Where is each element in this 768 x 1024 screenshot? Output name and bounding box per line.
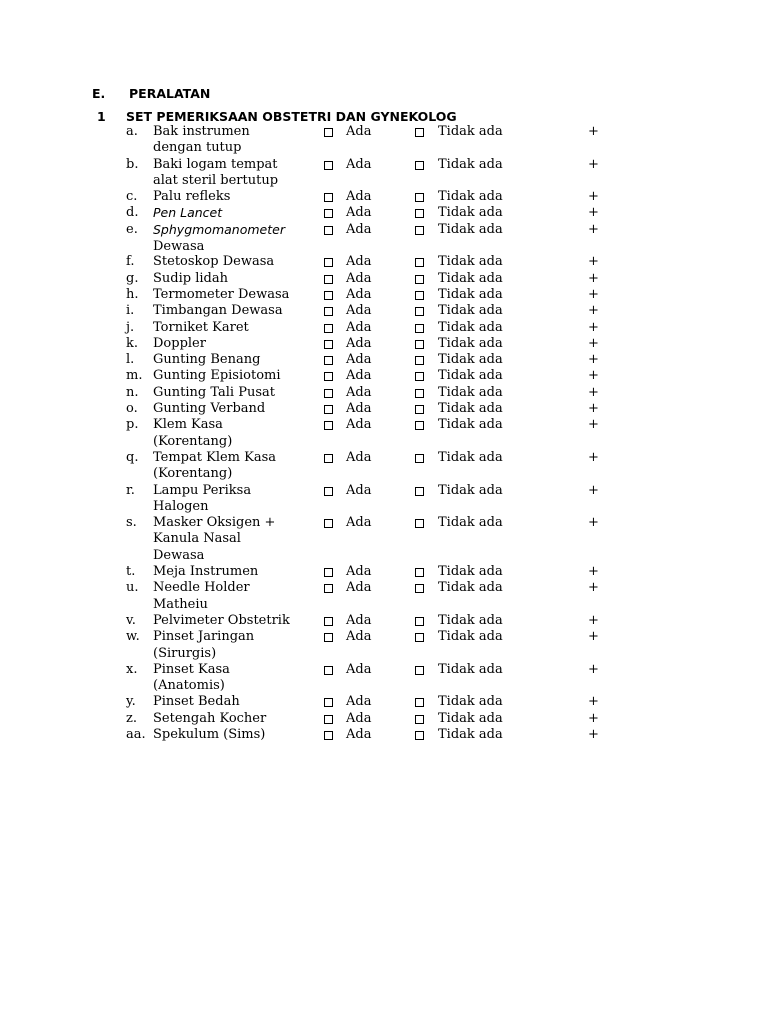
item-letter: k. (126, 335, 139, 351)
option-ada-label: Ada (346, 482, 372, 498)
checkbox-tidak-ada[interactable] (415, 340, 424, 349)
plus-mark: + (588, 352, 599, 368)
plus-mark: + (588, 694, 599, 710)
option-ada-label: Ada (346, 449, 372, 465)
item-letter: m. (126, 368, 143, 384)
plus-mark: + (588, 286, 599, 302)
checkbox-tidak-ada[interactable] (415, 161, 424, 170)
checkbox-ada[interactable] (324, 617, 333, 626)
plus-mark: + (588, 368, 599, 384)
checkbox-ada[interactable] (324, 454, 333, 463)
item-name: Torniket Karet (153, 319, 249, 335)
list-item (0, 320, 768, 336)
item-name: Palu refleks (153, 189, 231, 205)
list-item (0, 368, 768, 384)
plus-mark: + (588, 580, 599, 596)
item-name: Gunting Verband (153, 401, 266, 417)
plus-mark: + (588, 612, 599, 628)
checkbox-ada[interactable] (324, 633, 333, 642)
list-item (0, 254, 768, 270)
checkbox-ada[interactable] (324, 421, 333, 430)
item-letter: t. (126, 564, 136, 580)
option-tidak-ada-label: Tidak ada (438, 384, 503, 400)
checkbox-tidak-ada[interactable] (415, 519, 424, 528)
checkbox-tidak-ada[interactable] (415, 193, 424, 202)
plus-mark: + (588, 124, 599, 139)
option-ada-label: Ada (346, 401, 372, 417)
plus-mark: + (588, 384, 599, 400)
checkbox-ada[interactable] (324, 307, 333, 316)
plus-mark: + (588, 401, 599, 417)
checkbox-tidak-ada[interactable] (415, 209, 424, 218)
list-item (0, 515, 768, 564)
list-item (0, 629, 768, 662)
section-letter: E. (92, 86, 106, 101)
option-ada-label: Ada (346, 710, 372, 726)
option-tidak-ada-label: Tidak ada (438, 156, 503, 172)
checkbox-tidak-ada[interactable] (415, 128, 424, 137)
item-name: Termometer Dewasa (153, 286, 290, 302)
list-item (0, 222, 768, 255)
option-tidak-ada-label: Tidak ada (438, 580, 503, 596)
item-letter: aa. (126, 726, 146, 742)
list-item (0, 303, 768, 319)
plus-mark: + (588, 319, 599, 335)
item-letter: l. (126, 352, 135, 368)
plus-mark: + (588, 710, 599, 726)
checkbox-tidak-ada[interactable] (415, 617, 424, 626)
item-name: Stetoskop Dewasa (153, 254, 275, 270)
option-tidak-ada-label: Tidak ada (438, 515, 503, 531)
checkbox-tidak-ada[interactable] (415, 454, 424, 463)
option-tidak-ada-label: Tidak ada (438, 124, 503, 139)
item-letter: n. (126, 384, 139, 400)
item-letter: b. (126, 156, 139, 172)
item-name: Gunting Episiotomi (153, 368, 281, 384)
option-tidak-ada-label: Tidak ada (438, 221, 503, 237)
item-letter: x. (126, 661, 138, 677)
list-item (0, 189, 768, 205)
plus-mark: + (588, 156, 599, 172)
checkbox-ada[interactable] (324, 584, 333, 593)
plus-mark: + (588, 335, 599, 351)
item-name: Pelvimeter Obstetrik (153, 612, 290, 628)
option-tidak-ada-label: Tidak ada (438, 303, 503, 319)
option-tidak-ada-label: Tidak ada (438, 710, 503, 726)
list-item (0, 336, 768, 352)
item-name: Tempat Klem Kasa (Korentang) (153, 449, 277, 482)
item-name: Baki logam tempat alat steril bertutup (153, 156, 279, 188)
item-name: Sphygmomanometer Dewasa (153, 221, 285, 255)
item-letter: o. (126, 401, 138, 417)
checkbox-tidak-ada[interactable] (415, 633, 424, 642)
option-tidak-ada-label: Tidak ada (438, 270, 503, 286)
checkbox-ada[interactable] (324, 698, 333, 707)
item-name: Sudip lidah (153, 270, 228, 286)
plus-mark: + (588, 482, 599, 498)
option-tidak-ada-label: Tidak ada (438, 189, 503, 205)
checkbox-ada[interactable] (324, 258, 333, 267)
checkbox-tidak-ada[interactable] (415, 405, 424, 414)
item-letter: r. (126, 482, 135, 498)
list-item (0, 711, 768, 727)
item-letter: w. (126, 629, 140, 645)
checkbox-ada[interactable] (324, 340, 333, 349)
plus-mark: + (588, 270, 599, 286)
item-name: Pinset Bedah (153, 694, 240, 710)
list-item (0, 271, 768, 287)
checkbox-ada[interactable] (324, 209, 333, 218)
list-item (0, 662, 768, 695)
option-tidak-ada-label: Tidak ada (438, 401, 503, 417)
item-name: Bak instrumen dengan tutup (153, 124, 250, 156)
checkbox-tidak-ada[interactable] (415, 715, 424, 724)
plus-mark: + (588, 661, 599, 677)
checkbox-ada[interactable] (324, 731, 333, 740)
option-ada-label: Ada (346, 417, 372, 433)
item-letter: d. (126, 205, 139, 221)
list-item (0, 694, 768, 710)
item-name: Gunting Benang (153, 352, 261, 368)
item-letter: s. (126, 515, 137, 531)
plus-mark: + (588, 726, 599, 742)
option-ada-label: Ada (346, 384, 372, 400)
checkbox-tidak-ada[interactable] (415, 258, 424, 267)
option-ada-label: Ada (346, 612, 372, 628)
plus-mark: + (588, 629, 599, 645)
plus-mark: + (588, 221, 599, 237)
subsection-number: 1 (97, 109, 106, 124)
item-name: Pen Lancet (153, 205, 223, 221)
list-item (0, 483, 768, 516)
item-letter: p. (126, 417, 139, 433)
option-tidak-ada-label: Tidak ada (438, 368, 503, 384)
item-name: Doppler (153, 335, 206, 351)
checkbox-tidak-ada[interactable] (415, 698, 424, 707)
item-letter: v. (126, 612, 136, 628)
checkbox-ada[interactable] (324, 193, 333, 202)
item-letter: y. (126, 694, 136, 710)
option-ada-label: Ada (346, 270, 372, 286)
checkbox-ada[interactable] (324, 389, 333, 398)
checkbox-ada[interactable] (324, 324, 333, 333)
option-tidak-ada-label: Tidak ada (438, 449, 503, 465)
option-tidak-ada-label: Tidak ada (438, 254, 503, 270)
list-item (0, 580, 768, 613)
plus-mark: + (588, 515, 599, 531)
item-name: Gunting Tali Pusat (153, 384, 275, 400)
option-ada-label: Ada (346, 205, 372, 221)
checkbox-ada[interactable] (324, 275, 333, 284)
plus-mark: + (588, 254, 599, 270)
option-ada-label: Ada (346, 694, 372, 710)
checkbox-tidak-ada[interactable] (415, 291, 424, 300)
checkbox-tidak-ada[interactable] (415, 666, 424, 675)
list-item (0, 401, 768, 417)
option-tidak-ada-label: Tidak ada (438, 335, 503, 351)
item-name: Setengah Kocher (153, 710, 267, 726)
checkbox-tidak-ada[interactable] (415, 356, 424, 365)
list-item (0, 564, 768, 580)
option-tidak-ada-label: Tidak ada (438, 319, 503, 335)
checkbox-ada[interactable] (324, 405, 333, 414)
checkbox-ada[interactable] (324, 519, 333, 528)
plus-mark: + (588, 205, 599, 221)
item-name: Timbangan Dewasa (153, 303, 283, 319)
option-tidak-ada-label: Tidak ada (438, 205, 503, 221)
checkbox-tidak-ada[interactable] (415, 584, 424, 593)
option-tidak-ada-label: Tidak ada (438, 417, 503, 433)
checkbox-ada[interactable] (324, 568, 333, 577)
item-name: Pinset Jaringan (Sirurgis) (153, 629, 255, 661)
option-ada-label: Ada (346, 515, 372, 531)
item-letter: c. (126, 189, 138, 205)
option-tidak-ada-label: Tidak ada (438, 661, 503, 677)
option-ada-label: Ada (346, 368, 372, 384)
checkbox-ada[interactable] (324, 372, 333, 381)
checkbox-tidak-ada[interactable] (415, 421, 424, 430)
equipment-list (0, 124, 768, 743)
option-ada-label: Ada (346, 303, 372, 319)
list-item (0, 205, 768, 221)
item-letter: i. (126, 303, 135, 319)
list-item (0, 450, 768, 483)
option-ada-label: Ada (346, 580, 372, 596)
checkbox-tidak-ada[interactable] (415, 568, 424, 577)
checkbox-tidak-ada[interactable] (415, 324, 424, 333)
item-letter: a. (126, 124, 138, 139)
checkbox-ada[interactable] (324, 356, 333, 365)
option-ada-label: Ada (346, 124, 372, 139)
list-item (0, 124, 768, 157)
item-name: Masker Oksigen + Kanula Nasal Dewasa (153, 515, 276, 563)
option-ada-label: Ada (346, 156, 372, 172)
option-tidak-ada-label: Tidak ada (438, 564, 503, 580)
list-item (0, 417, 768, 450)
plus-mark: + (588, 303, 599, 319)
option-tidak-ada-label: Tidak ada (438, 629, 503, 645)
checkbox-tidak-ada[interactable] (415, 389, 424, 398)
option-ada-label: Ada (346, 629, 372, 645)
option-ada-label: Ada (346, 319, 372, 335)
checkbox-tidak-ada[interactable] (415, 487, 424, 496)
checkbox-ada[interactable] (324, 666, 333, 675)
checkbox-tidak-ada[interactable] (415, 307, 424, 316)
item-letter: u. (126, 580, 139, 596)
item-name: Needle Holder Matheiu (153, 580, 250, 612)
option-ada-label: Ada (346, 254, 372, 270)
item-letter: j. (126, 319, 135, 335)
checkbox-tidak-ada[interactable] (415, 731, 424, 740)
option-tidak-ada-label: Tidak ada (438, 352, 503, 368)
option-ada-label: Ada (346, 286, 372, 302)
option-ada-label: Ada (346, 726, 372, 742)
checkbox-ada[interactable] (324, 226, 333, 235)
plus-mark: + (588, 417, 599, 433)
option-ada-label: Ada (346, 189, 372, 205)
plus-mark: + (588, 449, 599, 465)
list-item (0, 613, 768, 629)
list-item (0, 287, 768, 303)
option-tidak-ada-label: Tidak ada (438, 286, 503, 302)
checkbox-ada[interactable] (324, 487, 333, 496)
list-item (0, 385, 768, 401)
option-ada-label: Ada (346, 335, 372, 351)
item-name: Lampu Periksa Halogen (153, 482, 252, 514)
option-ada-label: Ada (346, 352, 372, 368)
checkbox-ada[interactable] (324, 715, 333, 724)
option-tidak-ada-label: Tidak ada (438, 612, 503, 628)
checkbox-tidak-ada[interactable] (415, 275, 424, 284)
option-ada-label: Ada (346, 221, 372, 237)
item-letter: f. (126, 254, 135, 270)
item-name: Klem Kasa (Korentang) (153, 417, 233, 449)
option-ada-label: Ada (346, 661, 372, 677)
item-name: Pinset Kasa (Anatomis) (153, 661, 230, 694)
checkbox-ada[interactable] (324, 161, 333, 170)
plus-mark: + (588, 564, 599, 580)
option-tidak-ada-label: Tidak ada (438, 726, 503, 742)
item-letter: e. (126, 221, 138, 237)
item-letter: g. (126, 270, 139, 286)
option-tidak-ada-label: Tidak ada (438, 482, 503, 498)
section-title: PERALATAN (129, 86, 211, 101)
checkbox-tidak-ada[interactable] (415, 226, 424, 235)
list-item (0, 727, 768, 743)
checkbox-ada[interactable] (324, 128, 333, 137)
item-letter: z. (126, 710, 137, 726)
list-item (0, 157, 768, 190)
list-item (0, 352, 768, 368)
item-letter: h. (126, 286, 139, 302)
subsection-title: SET PEMERIKSAAN OBSTETRI DAN GYNEKOLOG (126, 109, 457, 124)
plus-mark: + (588, 189, 599, 205)
item-name: Meja Instrumen (153, 564, 259, 580)
option-tidak-ada-label: Tidak ada (438, 694, 503, 710)
option-ada-label: Ada (346, 564, 372, 580)
checkbox-tidak-ada[interactable] (415, 372, 424, 381)
checkbox-ada[interactable] (324, 291, 333, 300)
item-letter: q. (126, 449, 139, 465)
item-name: Spekulum (Sims) (153, 726, 266, 742)
